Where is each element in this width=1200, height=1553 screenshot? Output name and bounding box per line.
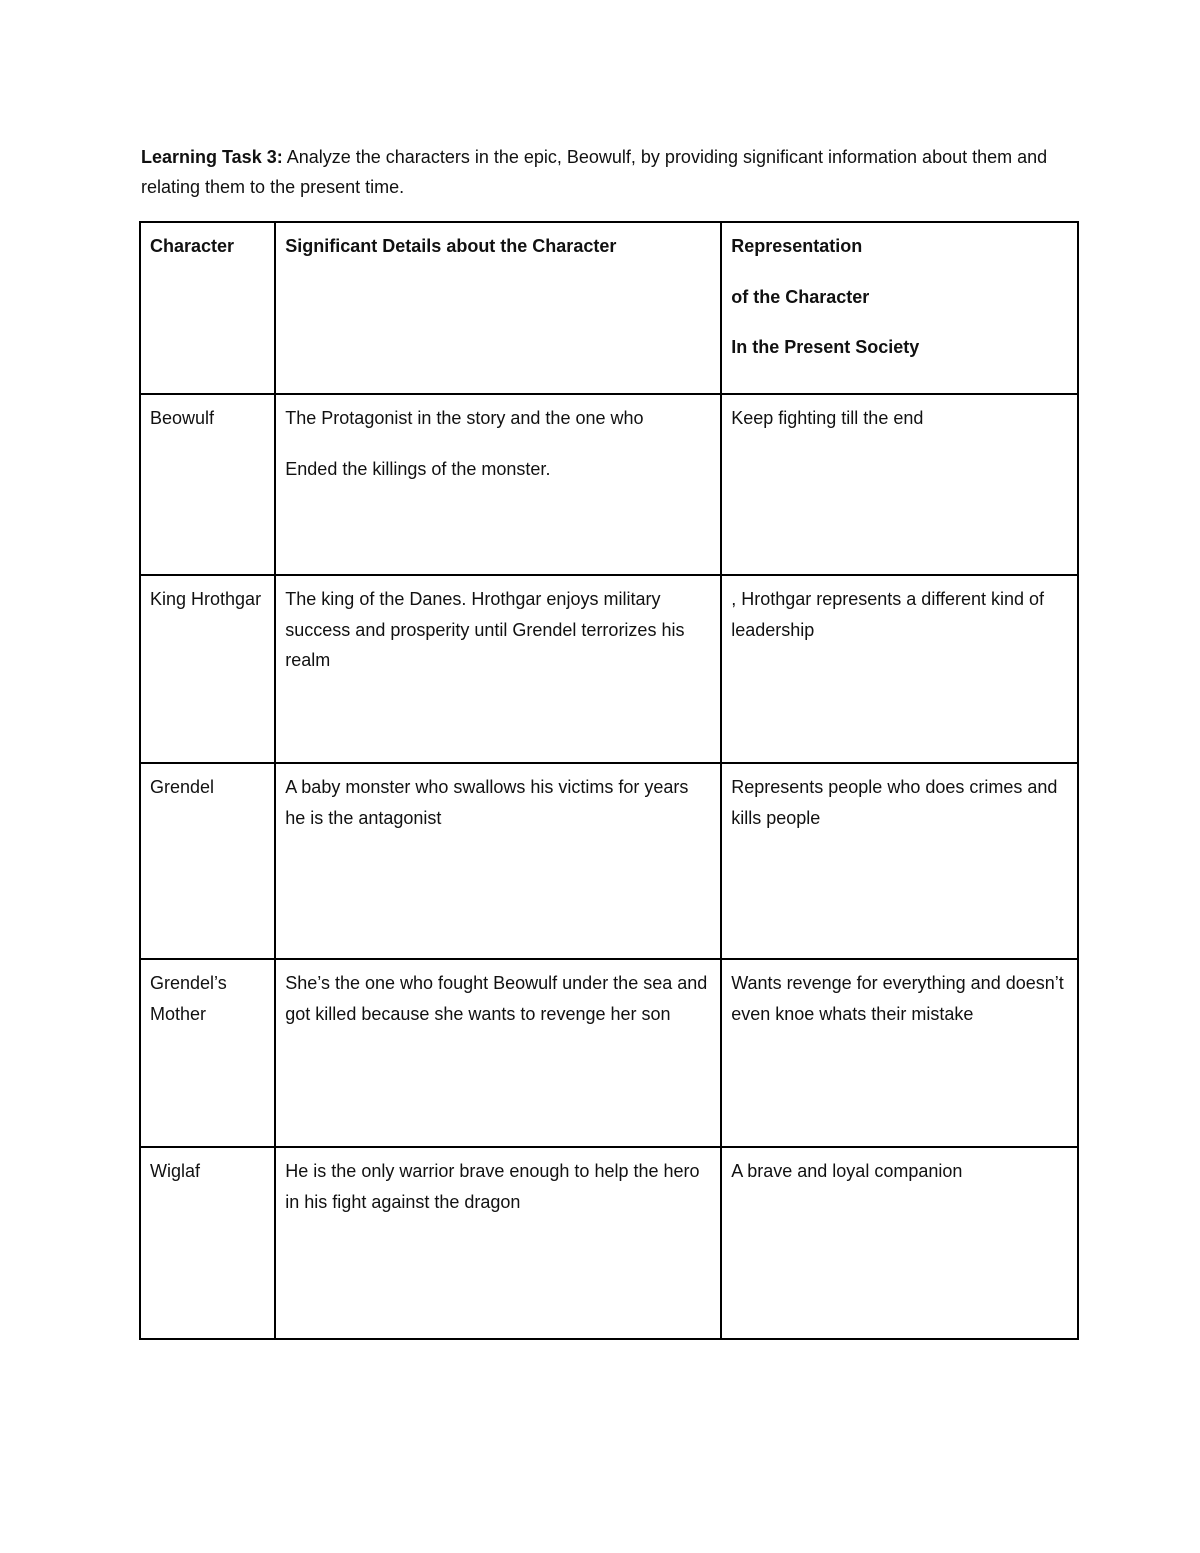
character-name-cell bbox=[140, 575, 275, 763]
task-label: Learning Task 3: bbox=[141, 147, 283, 167]
task-instructions bbox=[141, 142, 1071, 202]
table-header-row bbox=[140, 222, 1078, 394]
details-text: The Protagonist in the story and the one who bbox=[285, 408, 644, 428]
character-name: King Hrothgar bbox=[150, 589, 262, 609]
details-cell bbox=[275, 394, 721, 575]
representation-text: Represents people who does crimes and kills people bbox=[731, 777, 1058, 828]
character-analysis-table bbox=[139, 221, 1079, 1340]
details-text: He is the only warrior brave enough to help the hero in his fight against the dragon bbox=[285, 1161, 700, 1212]
character-name: Grendel bbox=[150, 777, 215, 797]
details-text: She’s the one who fought Beowulf under the sea and got killed because she wants to revenge her son bbox=[285, 973, 708, 1024]
representation-cell bbox=[721, 394, 1078, 575]
representation-text: A brave and loyal companion bbox=[731, 1161, 963, 1181]
details-cell bbox=[275, 763, 721, 959]
task-text: Analyze the characters in the epic, Beowulf, by providing significant information about them and relating them to the present time. bbox=[141, 147, 1048, 197]
character-name-cell bbox=[140, 394, 275, 575]
details-cell bbox=[275, 959, 721, 1147]
details-text: Ended the killings of the monster. bbox=[285, 458, 551, 479]
details-text: The king of the Danes. Hrothgar enjoys military success and prosperity until Grendel terrorizes his realm bbox=[285, 589, 685, 670]
header-representation-line: In the Present Society bbox=[731, 337, 920, 357]
character-name: Beowulf bbox=[150, 408, 215, 428]
character-name-cell bbox=[140, 959, 275, 1147]
header-details bbox=[275, 222, 721, 394]
details-cell bbox=[275, 1147, 721, 1339]
representation-cell bbox=[721, 763, 1078, 959]
table-row bbox=[140, 394, 1078, 575]
character-name-cell bbox=[140, 1147, 275, 1339]
representation-text: , Hrothgar represents a different kind of leadership bbox=[731, 589, 1045, 640]
header-character bbox=[140, 222, 275, 394]
header-details-label: Significant Details about the Character bbox=[285, 236, 617, 256]
representation-cell bbox=[721, 1147, 1078, 1339]
character-name: Wiglaf bbox=[150, 1161, 201, 1181]
details-text: A baby monster who swallows his victims for years he is the antagonist bbox=[285, 777, 689, 828]
character-name: Grendel’s Mother bbox=[150, 973, 227, 1024]
table-row bbox=[140, 1147, 1078, 1339]
table-row bbox=[140, 575, 1078, 763]
table-row bbox=[140, 959, 1078, 1147]
table-row bbox=[140, 763, 1078, 959]
representation-cell bbox=[721, 575, 1078, 763]
header-representation-line: Representation bbox=[731, 236, 863, 256]
details-cell bbox=[275, 575, 721, 763]
representation-text: Wants revenge for everything and doesn’t even knoe whats their mistake bbox=[731, 973, 1064, 1024]
representation-cell bbox=[721, 959, 1078, 1147]
header-representation-line: of the Character bbox=[731, 286, 870, 307]
header-representation bbox=[721, 222, 1078, 394]
representation-text: Keep fighting till the end bbox=[731, 408, 924, 428]
character-name-cell bbox=[140, 763, 275, 959]
header-character-label: Character bbox=[150, 236, 235, 256]
